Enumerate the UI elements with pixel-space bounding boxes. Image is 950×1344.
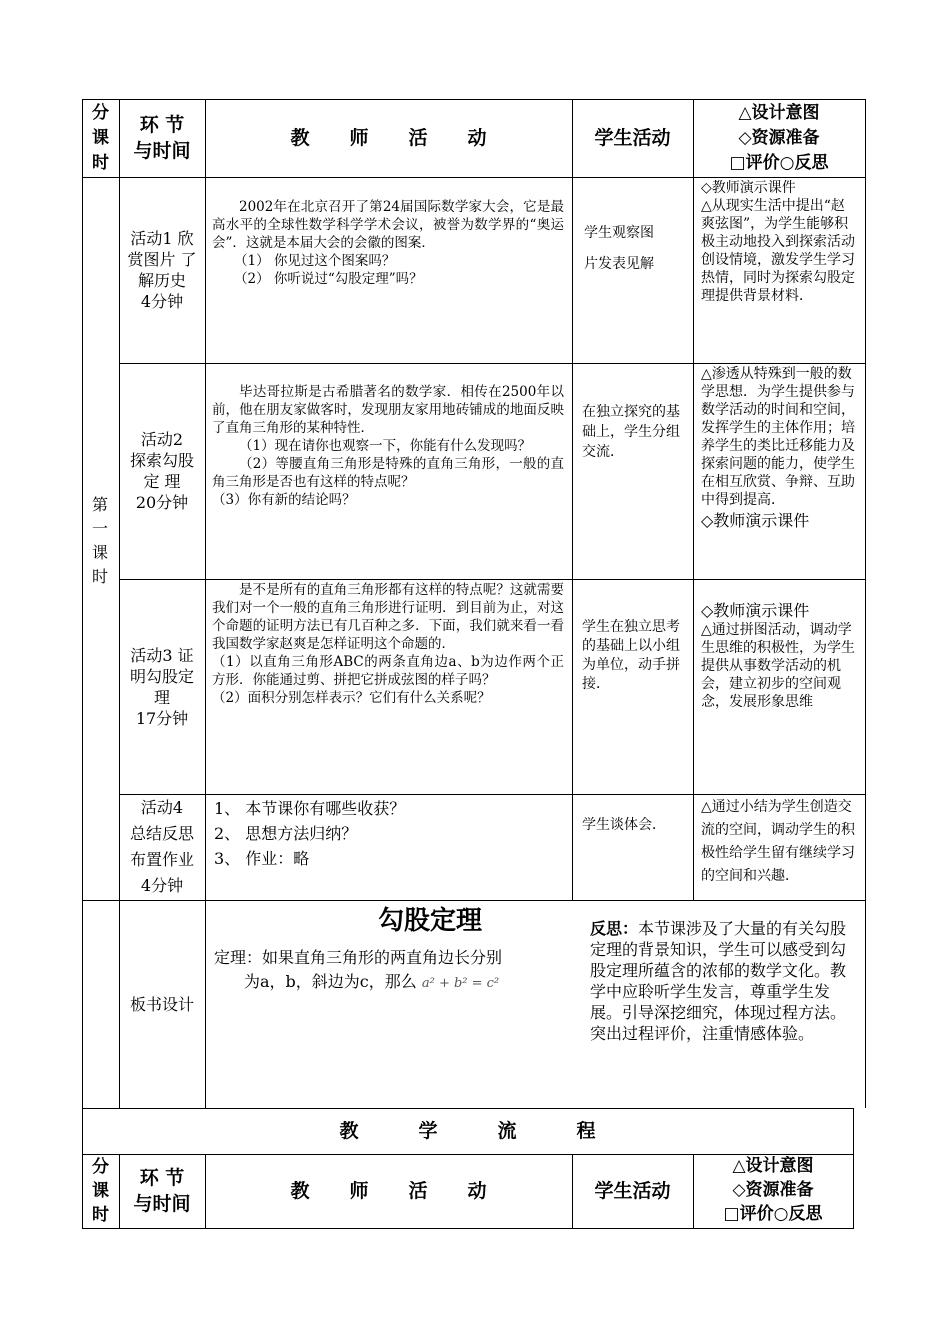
teacher-activity-4: 1、 本节课你有哪些收获？ 2、 思想方法归纳？ 3、 作业：略 [214, 799, 406, 868]
theorem-text: 定理：如果直角三角形的两直角边长分别 为a，b，斜边为c，那么 a² + b² = c² [214, 948, 503, 991]
reflection-text: 反思：本节课涉及了大量的有关勾股定理的背景知识，学生可以感受到勾股定理所蕴含的浓郁的数学文化。教学中应聆听学生发言，尊重学生发展。引导深挖细究，体现过程方法。突出过程评价，注重情感体验。 [590, 919, 847, 1043]
board-design-label: 板书设计 [129, 994, 194, 1014]
design-notes-1: ◇教师演示课件 △从现实生活中提出“赵爽弦图”，为学生能够积极主动地投入到探索活动创设情境，激发学生学习热情，同时为探索勾股定理提供背景材料． [701, 180, 855, 304]
design-notes-4: △通过小结为学生创造交流的空间，调动学生的积极性给学生留有继续学习的空间和兴趣． [701, 799, 855, 884]
student-activity-3: 学生在独立思考的基础上以小组为单位，动手拼接． [582, 619, 680, 692]
flow-title: 教学流程 [339, 1120, 656, 1142]
header2-teacher-activity: 教师活动 [290, 1180, 527, 1202]
teacher-activity-3: 是不是所有的直角三角形都有这样的特点呢？这就需要我们对一个一般的直角三角形进行证明．到目前为止，对这个命题的证明方法已有几百种之多．下面，我们就来看一看我国数学家赵爽是怎样证明这个命题的． （1）以直角三角形ABC的两条直角边a、b为边作两个正方形．你能通过剪、拼把它拼成弦图的样子吗？ （2）面积分别怎样表示？它们有什么关系呢？ [212, 582, 564, 706]
student-activity-2: 在独立探究的基础上，学生分组交流． [582, 404, 680, 460]
header2-period: 分 课 时 [92, 1157, 109, 1225]
design-notes-3: ◇教师演示课件 △通过拼图活动，调动学生思维的积极性，为学生提供从事数学活动的机会，建立初步的空间观念，发展形象思维 [701, 601, 855, 710]
period-label: 第 一 课 时 [91, 495, 108, 586]
header2-student-activity: 学生活动 [594, 1180, 671, 1202]
header-segment: 环 节 与时间 [133, 114, 191, 162]
segment-activity-3: 活动3 证 明勾股定 理 17分钟 [129, 645, 194, 728]
segment-activity-2: 活动2 探索勾股 定 理 20分钟 [129, 430, 194, 512]
teacher-activity-2: 毕达哥拉斯是古希腊著名的数学家．相传在2500年以前，他在朋友家做客时，发现朋友家用地砖铺成的地面反映了直角三角形的某种特性． （1）现在请你也观察一下，你能有什么发现吗？ （2）等腰直角三角形是特殊的直角三角形，一般的直角三角形是否也有这样的特点呢？ （3）你有新的结论吗？ [212, 384, 564, 508]
header2-segment: 环 节 与时间 [133, 1167, 191, 1215]
segment-activity-4: 活动4 总结反思 布置作业 4分钟 [129, 798, 194, 895]
segment-activity-1: 活动1 欣 赏图片 了 解历史 4分钟 [127, 229, 197, 311]
header-design: △设计意图 ◇资源准备 □评价○反思 [729, 103, 829, 173]
header-student-activity: 学生活动 [594, 127, 671, 149]
board-title: 勾股定理 [377, 906, 482, 936]
header-teacher-activity: 教师活动 [290, 127, 527, 149]
header-period: 分 课 时 [92, 103, 109, 173]
header2-design: △设计意图 ◇资源准备 □评价○反思 [723, 1156, 823, 1224]
teacher-activity-1: 2002年在北京召开了第24届国际数学家大会，它是最高水平的全球性数学科学学术会议，被誉为数学界的“奥运会”．这就是本届大会的会徽的图案． （1） 你见过这个图案吗？ （2） 你听说过“勾股定理”吗？ [212, 199, 564, 287]
student-activity-1: 学生观察图 片发表见解 [584, 225, 654, 272]
pythagorean-formula: a² + b² = c² [421, 976, 500, 991]
design-notes-2: △渗透从特殊到一般的数学思想．为学生提供参与数学活动的时间和空间，发挥学生的主体作用；培养学生的类比迁移能力及探索问题的能力，使学生在相互欣赏、争辩、互助中得到提高． ◇教师演示课件 [701, 366, 855, 530]
student-activity-4: 学生谈体会． [582, 817, 666, 833]
